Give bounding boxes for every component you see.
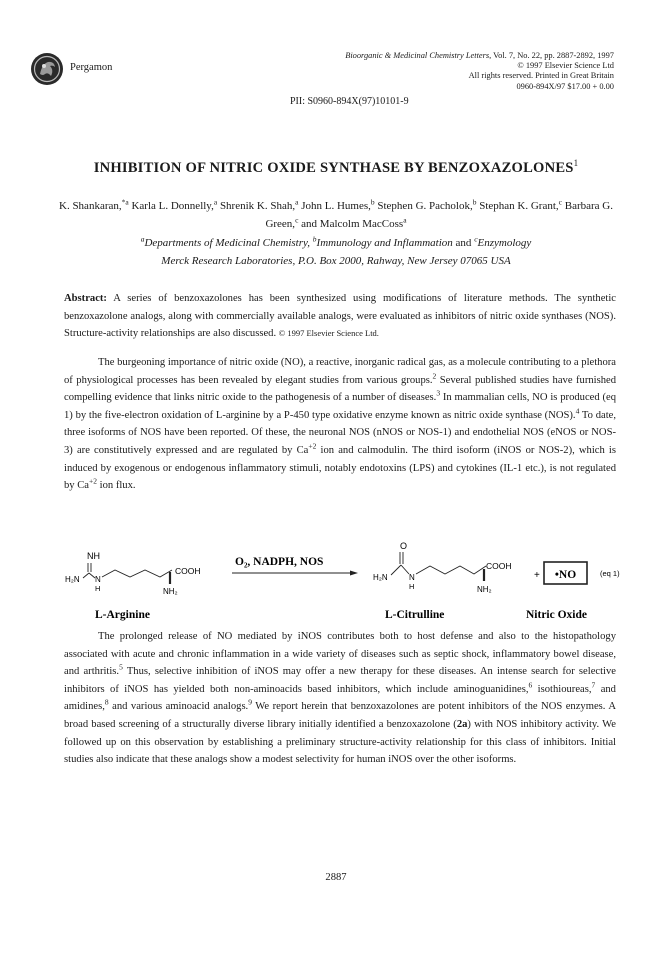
arg-n: N (95, 575, 101, 584)
cit-cooh: COOH (486, 561, 512, 571)
cit-o: O (400, 541, 408, 551)
cit-h2n: H₂N (373, 573, 388, 582)
cit-h: H (409, 582, 415, 591)
arg-nh: NH (87, 551, 100, 561)
journal-info (345, 51, 614, 92)
journal-copyright: © 1997 Elsevier Science Ltd (517, 61, 614, 71)
no-box-label: •NO (554, 569, 577, 581)
publisher-name: Pergamon (70, 62, 113, 73)
body-paragraph-2: The prolonged release of NO mediated by iNOS contributes both to host defense and also to the histopathology associated with acute and chronic inflammation in a wide variety of diseases such as septic shock, inflammatory bowel disease, and arthritis.$^5$ Thus, selective inhibition of iNOS may offer a new therapy for these diseases. An intense search for selective inhibitors of iNOS has yielded both non-aminoacids based inhibitors, which include aminoguanidines,$^6$ isothioureas,$^7$ and amidines,$^8$ and various aminoacid analogs.$^9$ We report herein that benzoxazolones are potent inhibitors of the NOS enzymes. A broad based screening of a structurally diverse library initially identified a benzoxazolone (2a) with NOS inhibitory activity. We followed up on this observation by establishing a preliminary structure-activity relationship for this class of inhibitors. Initial studies also indicate that these analogs show a modest selectivity for human iNOS over the other isoforms. (64, 631, 616, 766)
journal-citation: Bioorganic & Medicinal Chemistry Letters, Vol. 7, No. 22, pp. 2887-2892, 1997 (345, 51, 614, 60)
label-l-arginine: L-Arginine (95, 609, 150, 621)
plus-sign: + (534, 570, 540, 581)
compound-2a: 2a (456, 718, 468, 730)
author-list: K. Shankaran,$^{*a}$ Karla L. Donnelly,$^a$ Shrenik K. Shah,$^a$ John L. Humes,$^b$ Stephen G. Pacholok,$^b$ Stephan K. Grant,$^c$ Barbara G. Green,$^c$ and Malcolm MacCoss$^a$ (59, 197, 613, 230)
l-citrulline-structure (373, 541, 512, 594)
address: Merck Research Laboratories, P.O. Box 2000, Rahway, New Jersey 07065 USA (161, 255, 511, 267)
body-paragraph-1: The burgeoning importance of nitric oxide (NO), a reactive, inorganic radical gas, as a molecule contributing to a plethora of physiological processes has been revealed by elegant studies from various groups.$^2$ Several published studies have furnished compelling evidence that links nitric oxide to the pathogenesis of a number of diseases.$^3$ In mammalian cells, NO is produced (eq 1) by the five-electron oxidation of L-arginine by a P-450 type oxidative enzyme known as nitric oxide synthase (NOS).$^4$ To date, three isoforms of NOS have been reported. Of these, the neuronal NOS (nNOS or NOS-1) and endothelial NOS (eNOS or NOS-3) are constitutively expressed and are regulated by $Ca^{+2}$ ion and calmodulin. The third isoform (iNOS or NOS-2), which is induced by exogenous or endogenous inflammatory stimuli, notably endotoxins (LPS) and cytokines (IL-1 etc.), is not regulated by $Ca^{+2}$ ion flux. (64, 357, 617, 492)
cit-nh2: NH₂ (477, 585, 492, 594)
publisher-logo (30, 52, 64, 86)
arg-h: H (95, 584, 101, 593)
reaction-reagents: O₂, NADPH, NOS (235, 556, 324, 568)
page-number: 2887 (325, 872, 347, 883)
eq-label: (eq 1) (600, 569, 620, 578)
pii: PII: S0960-894X(97)10101-9 (290, 96, 409, 107)
paper-title: INHIBITION OF NITRIC OXIDE SYNTHASE BY BENZOXAZOLONES$^1$ (93, 158, 579, 176)
label-l-citrulline: L-Citrulline (385, 609, 445, 621)
departments: $^a$Departments of Medicinal Chemistry, $^b$Immunology and Inflammation and $^c$Enzymology (140, 234, 532, 249)
reaction-scheme-eq1 (60, 536, 620, 632)
l-arginine-structure (65, 551, 201, 596)
abstract: Abstract: A series of benzoxazolones has been synthesized using modifications of literature methods. The synthetic benzoxazolone analogs, along with commercially available analogs, were evaluated as inhibitors of nitric oxide synthases (NOS). Structure-activity relationships are also discussed. © 1997 Elsevier Science Ltd. (64, 293, 616, 340)
affiliations (40, 234, 632, 270)
arg-cooh: COOH (175, 566, 201, 576)
cit-n: N (409, 573, 415, 582)
arg-h2n: H₂N (65, 575, 80, 584)
arg-nh2: NH₂ (163, 587, 178, 596)
journal-name: Bioorganic & Medicinal Chemistry Letters (345, 51, 490, 60)
label-nitric-oxide: Nitric Oxide (526, 609, 587, 621)
abstract-label: Abstract: (64, 293, 107, 304)
journal-issn: 0960-894X/97 $17.00 + 0.00 (516, 81, 614, 91)
journal-rights: All rights reserved. Printed in Great Britain (468, 71, 614, 81)
